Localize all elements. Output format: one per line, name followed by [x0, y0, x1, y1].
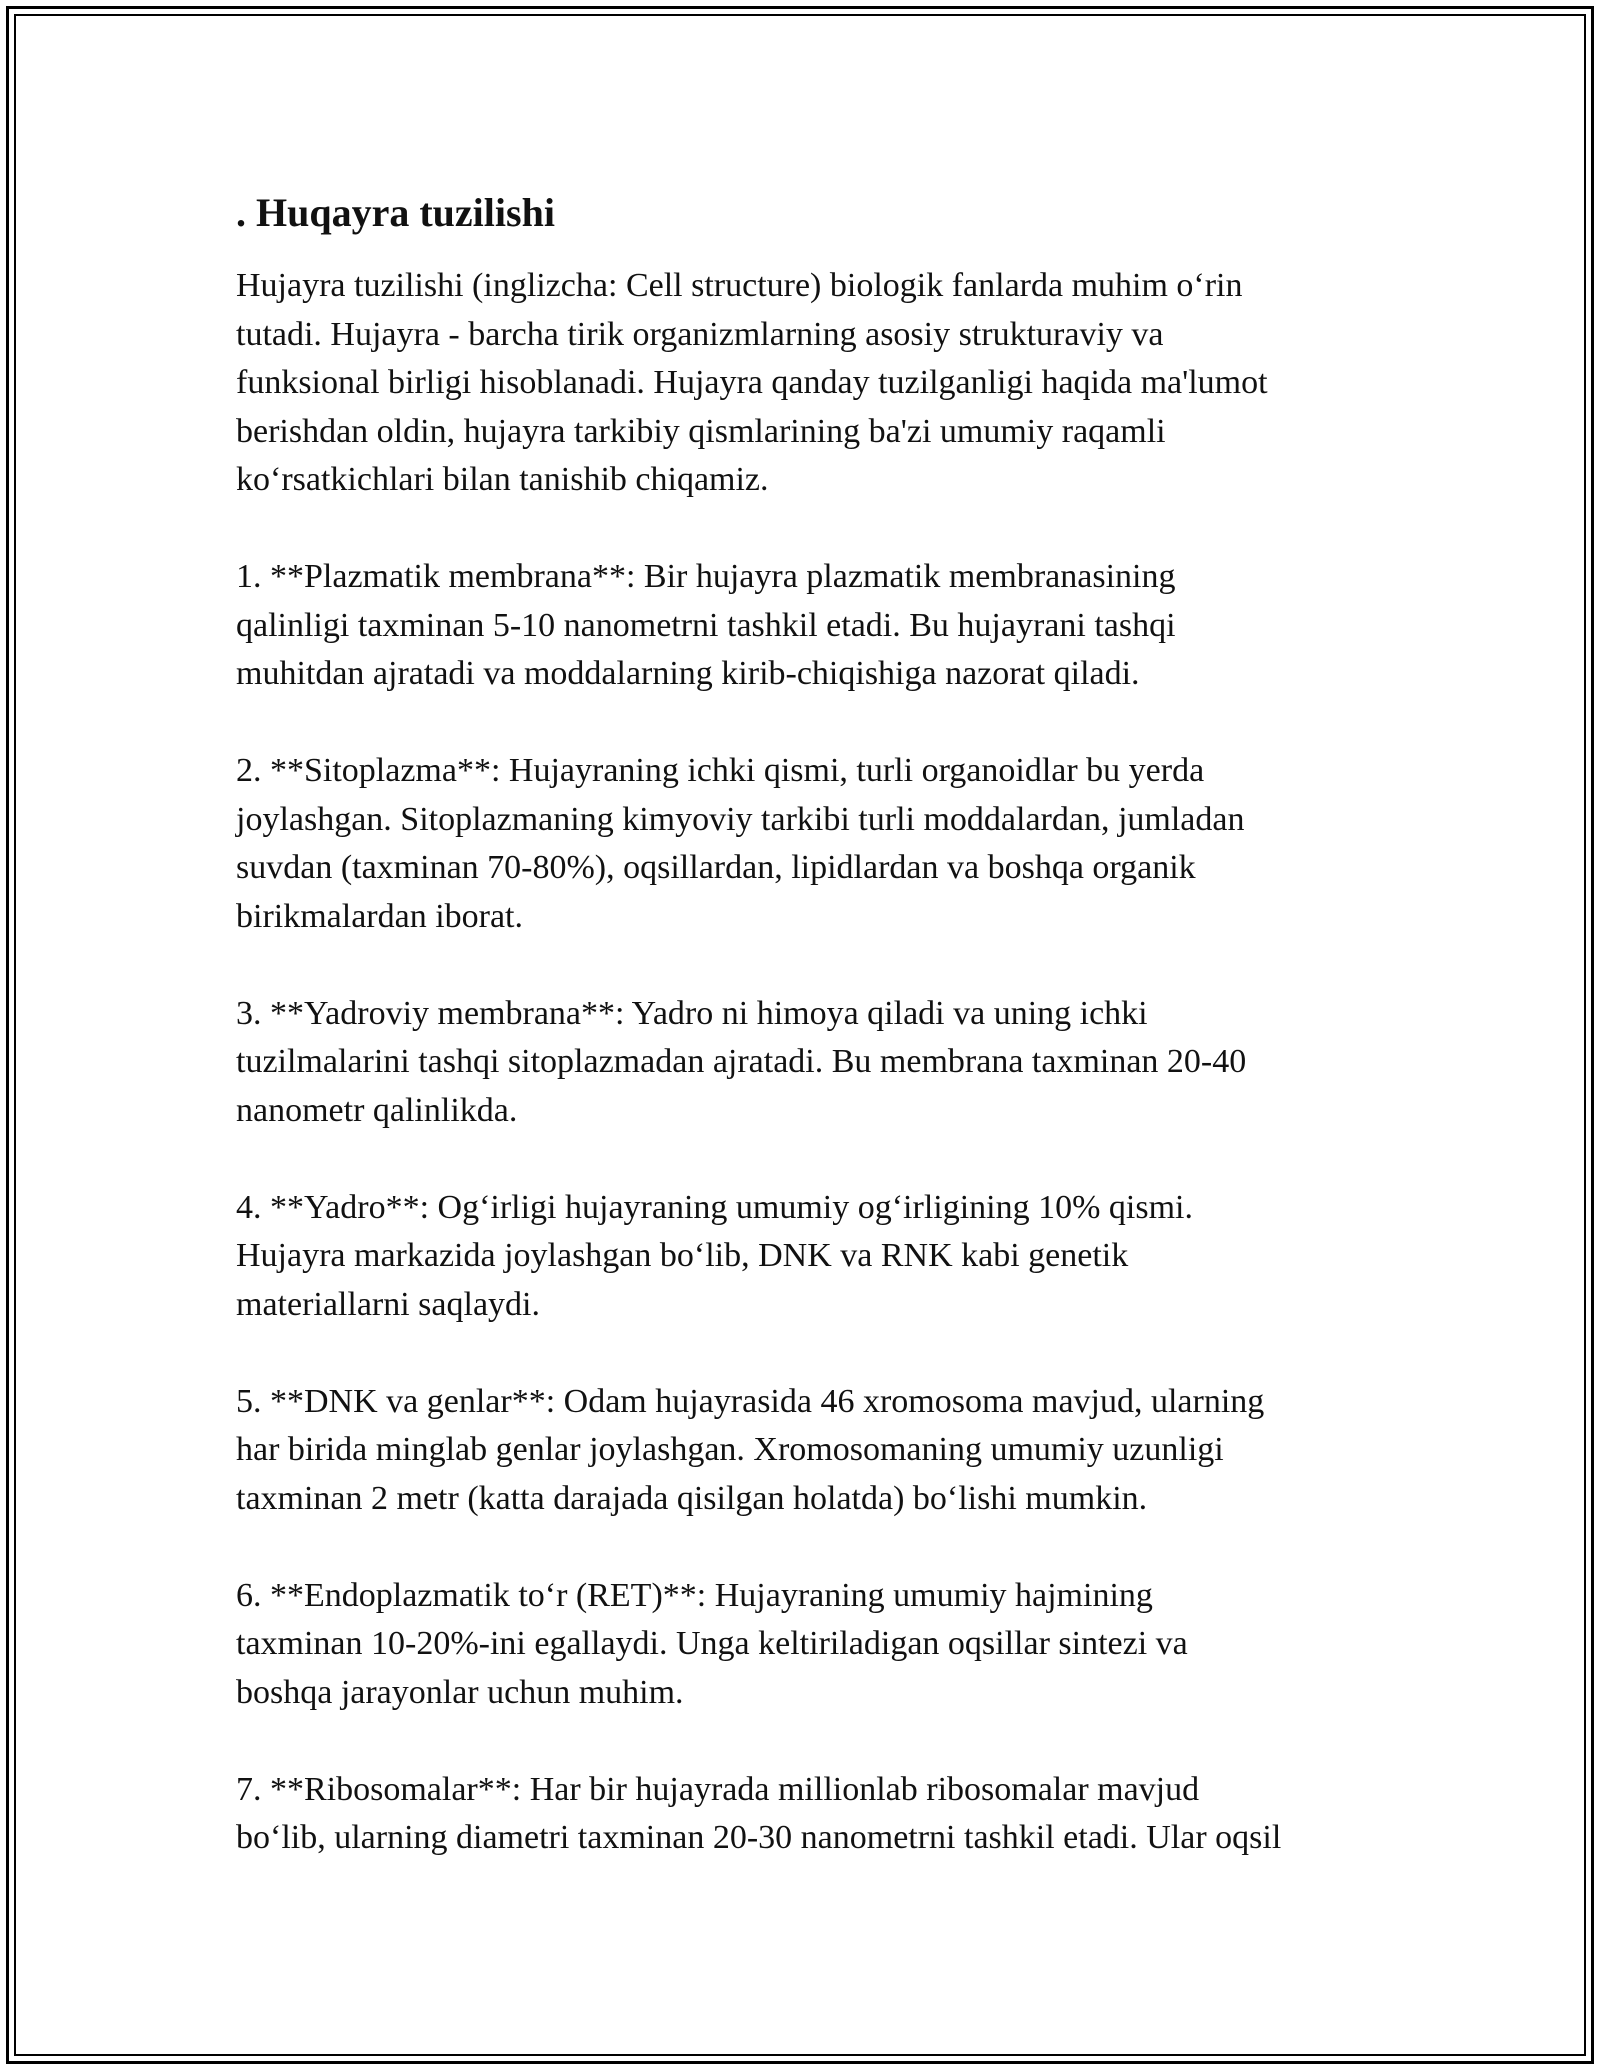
text-line: 7. **Ribosomalar**: Har bir hujayrada millionlab ribosomalar mavjud: [236, 1770, 1200, 1808]
list-item-sitoplazma: [236, 747, 1386, 941]
text-line: muhitdan ajratadi va moddalarning kirib-chiqishiga nazorat qiladi.: [236, 655, 1140, 692]
text-line: nanometr qalinlikda.: [236, 1091, 518, 1129]
list-item-yadro: [236, 1184, 1386, 1330]
text-line: 4. **Yadro**: Og‘irligi hujayraning umumiy og‘irligining 10% qismi.: [236, 1188, 1193, 1226]
list-item-dnk-va-genlar: [236, 1378, 1386, 1524]
text-line: har birida minglab genlar joylashgan. Xromosomaning umumiy uzunligi: [236, 1431, 1224, 1468]
text-line: tutadi. Hujayra - barcha tirik organizmlarning asosiy strukturaviy va: [236, 315, 1164, 353]
text-line: taxminan 2 metr (katta darajada qisilgan holatda) bo‘lishi mumkin.: [236, 1479, 1148, 1517]
text-line: bo‘lib, ularning diametri taxminan 20-30 nanometrni tashkil etadi. Ular oqsil: [236, 1819, 1282, 1856]
list-item-yadroviy-membrana: [236, 990, 1386, 1136]
text-line: birikmalardan iborat.: [236, 897, 524, 935]
text-line: boshqa jarayonlar uchun muhim.: [236, 1673, 684, 1711]
list-item-plazmatik-membrana: [236, 553, 1386, 699]
text-line: joylashgan. Sitoplazmaning kimyoviy tarkibi turli moddalardan, jumladan: [236, 800, 1245, 838]
text-line: suvdan (taxminan 70-80%), oqsillardan, lipidlardan va boshqa organik: [236, 849, 1196, 886]
text-line: 2. **Sitoplazma**: Hujayraning ichki qismi, turli organoidlar bu yerda: [236, 752, 1205, 789]
text-line: funksional birligi hisoblanadi. Hujayra qanday tuzilganligi haqida ma'lumot: [236, 364, 1268, 401]
text-line: ko‘rsatkichlari bilan tanishib chiqamiz.: [236, 461, 769, 498]
text-line: taxminan 10-20%-ini egallaydi. Unga keltiriladigan oqsillar sintezi va: [236, 1625, 1188, 1662]
text-line: Hujayra markazida joylashgan bo‘lib, DNK va RNK kabi genetik: [236, 1237, 1129, 1274]
list-item-ribosomalar: [236, 1766, 1386, 1863]
text-line: 6. **Endoplazmatik to‘r (RET)**: Hujayraning umumiy hajmining: [236, 1576, 1153, 1614]
text-line: 5. **DNK va genlar**: Odam hujayrasida 46 xromosoma mavjud, ularning: [236, 1382, 1265, 1420]
document-title: . Huqayra tuzilishi: [236, 190, 555, 235]
list-item-endoplazmatik-tor: [236, 1572, 1386, 1718]
text-line: 1. **Plazmatik membrana**: Bir hujayra plazmatik membranasining: [236, 558, 1176, 595]
document-body: [236, 186, 1386, 1863]
text-line: berishdan oldin, hujayra tarkibiy qismlarining ba'zi umumiy raqamli: [236, 412, 1166, 450]
text-line: 3. **Yadroviy membrana**: Yadro ni himoya qiladi va uning ichki: [236, 994, 1148, 1032]
text-line: Hujayra tuzilishi (inglizcha: Cell structure) biologik fanlarda muhim o‘rin: [236, 267, 1243, 304]
text-line: materiallarni saqlaydi.: [236, 1285, 540, 1323]
text-line: tuzilmalarini tashqi sitoplazmadan ajratadi. Bu membrana taxminan 20-40: [236, 1043, 1247, 1080]
text-line: qalinligi taxminan 5-10 nanometrni tashkil etadi. Bu hujayrani tashqi: [236, 606, 1176, 644]
intro-paragraph: [236, 262, 1386, 505]
